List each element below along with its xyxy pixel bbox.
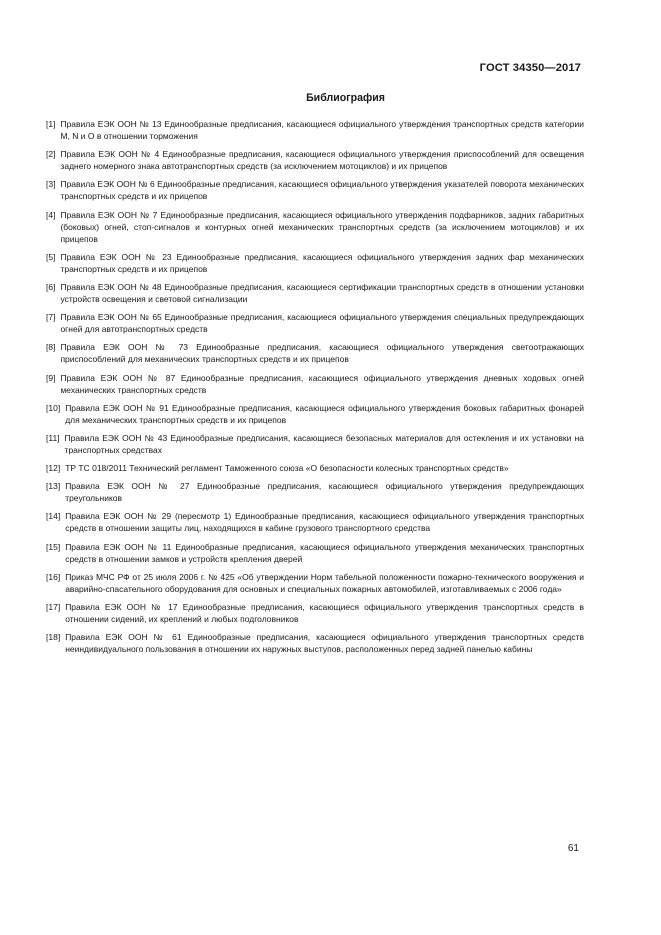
bibliography-entry bbox=[46, 432, 584, 456]
bibliography-entry bbox=[46, 571, 584, 595]
entry-text: Правила ЕЭК ООН № 91 Единообразные предписания, касающиеся официального утверждения боковых габаритных фонарей для механических транспортных средств и их прицепов bbox=[65, 402, 584, 425]
entry-number: [4] bbox=[46, 209, 56, 220]
entry-text: Правила ЕЭК ООН № 27 Единообразные предписания, касающиеся официального утверждения предупреждающих треугольников bbox=[65, 481, 584, 504]
entry-text: Правила ЕЭК ООН № 43 Единообразные предписания, касающиеся безопасных материалов для остекления и их установки на транспортных средствах bbox=[64, 432, 584, 455]
bibliography-entry bbox=[46, 541, 584, 565]
entry-number: [3] bbox=[46, 179, 56, 190]
bibliography-entry bbox=[46, 281, 584, 305]
entry-text: Правила ЕЭК ООН № 4 Единообразные предписания, касающиеся официального утверждения приспособлений для освещения заднего номерного знака автотранспортных средств (за исключением мотоциклов) и их прицепов bbox=[60, 149, 584, 172]
entry-number: [11] bbox=[46, 432, 60, 443]
entry-text: Правила ЕЭК ООН № 11 Единообразные предписания, касающиеся официального утверждения механических транспортных средств в отношении замков и устройств крепления дверей bbox=[65, 541, 584, 564]
entry-number: [16] bbox=[46, 571, 61, 582]
entry-number: [9] bbox=[46, 372, 56, 383]
bibliography-entry bbox=[46, 178, 584, 202]
entry-text: Правила ЕЭК ООН № 17 Единообразные предписания, касающиеся официального утверждения транспортных средств в отношении сидений, их креплений и любых подголовников bbox=[65, 602, 584, 624]
entry-number: [10] bbox=[46, 402, 61, 413]
bibliography-title: Библиография bbox=[306, 92, 385, 104]
bibliography-entry bbox=[46, 341, 584, 365]
bibliography-entry bbox=[46, 372, 584, 396]
bibliography-entry bbox=[46, 480, 584, 504]
entry-text: Правила ЕЭК ООН № 87 Единообразные предписания, касающиеся официального утверждения дневных ходовых огней механических транспортных средств bbox=[60, 372, 584, 395]
bibliography-entry bbox=[46, 631, 584, 655]
bibliography-list bbox=[46, 118, 584, 661]
entry-text: Правила ЕЭК ООН № 48 Единообразные предписания, касающиеся сертификации транспортных средств в отношении установки устройств освещения и световой сигнализации bbox=[60, 281, 584, 304]
entry-number: [13] bbox=[46, 481, 61, 492]
entry-text: ТР ТС 018/2011 Технический регламент Таможенного союза «О безопасности колесных транспортных средств» bbox=[65, 463, 509, 474]
entry-number: [12] bbox=[46, 463, 61, 474]
page-number: 61 bbox=[567, 843, 579, 854]
entry-number: [14] bbox=[46, 511, 61, 522]
bibliography-entry bbox=[46, 311, 584, 335]
document-code-header: ГОСТ 34350—2017 bbox=[479, 62, 581, 74]
entry-text: Правила ЕЭК ООН № 6 Единообразные предписания, касающиеся официального утверждения указателей поворота механических транспортных средств и их прицепов bbox=[60, 179, 584, 202]
entry-number: [17] bbox=[46, 602, 61, 612]
entry-text: Правила ЕЭК ООН № 13 Единообразные предписания, касающиеся официального утверждения транспортных средств категории M, N и O в отношении торможения bbox=[60, 119, 584, 141]
entry-number: [5] bbox=[46, 251, 56, 262]
entry-text: Правила ЕЭК ООН № 65 Единообразные предписания, касающиеся официального утверждения специальных предупреждающих огней для автотранспортных средств bbox=[60, 312, 584, 335]
entry-text: Правила ЕЭК ООН № 29 (пересмотр 1) Единообразные предписания, касающиеся официального утверждения транспортных средств в отношении защиты лиц, находящихся в кабине грузового транспортного средства bbox=[65, 511, 584, 534]
bibliography-entry bbox=[46, 209, 584, 245]
entry-number: [8] bbox=[46, 342, 56, 353]
bibliography-entry bbox=[46, 402, 584, 426]
bibliography-entry bbox=[46, 148, 584, 172]
entry-number: [7] bbox=[46, 312, 56, 323]
entry-number: [18] bbox=[46, 632, 61, 643]
bibliography-entry bbox=[46, 601, 584, 625]
bibliography-entry bbox=[46, 510, 584, 534]
bibliography-entry bbox=[46, 118, 584, 142]
entry-text: Правила ЕЭК ООН № 73 Единообразные предписания, касающиеся официального утверждения светоотражающих приспособлений для механических транспортных средств и их прицепов bbox=[60, 342, 584, 365]
entry-text: Правила ЕЭК ООН № 7 Единообразные предписания, касающиеся официального утверждения подфарников, задних габаритных (боковых) огней, стоп-сигналов и контурных огней механических транспортных средств (за исключением мотоциклов) и их прицепов bbox=[60, 209, 584, 244]
bibliography-entry bbox=[46, 251, 584, 275]
entry-number: [15] bbox=[46, 541, 61, 552]
entry-text: Правила ЕЭК ООН № 23 Единообразные предписания, касающиеся официального утверждения задних фар механических транспортных средств и их прицепов bbox=[60, 251, 584, 274]
entry-number: [2] bbox=[46, 149, 56, 160]
bibliography-entry bbox=[46, 462, 584, 474]
entry-text: Приказ МЧС РФ от 25 июля 2006 г. № 425 «Об утверждении Норм табельной положенности пожарно-технического вооружения и аварийно-спасательного оборудования для основных и специальных пожарных автомобилей, изготавливаемых с 2006 года» bbox=[65, 571, 584, 594]
entry-text: Правила ЕЭК ООН № 61 Единообразные предписания, касающиеся официального утверждения транспортных средств неиндивидуального пользования в отношении их наружных выступов, расположенных перед задней панелью кабины bbox=[65, 632, 584, 655]
entry-number: [6] bbox=[46, 281, 56, 292]
entry-number: [1] bbox=[46, 119, 56, 129]
